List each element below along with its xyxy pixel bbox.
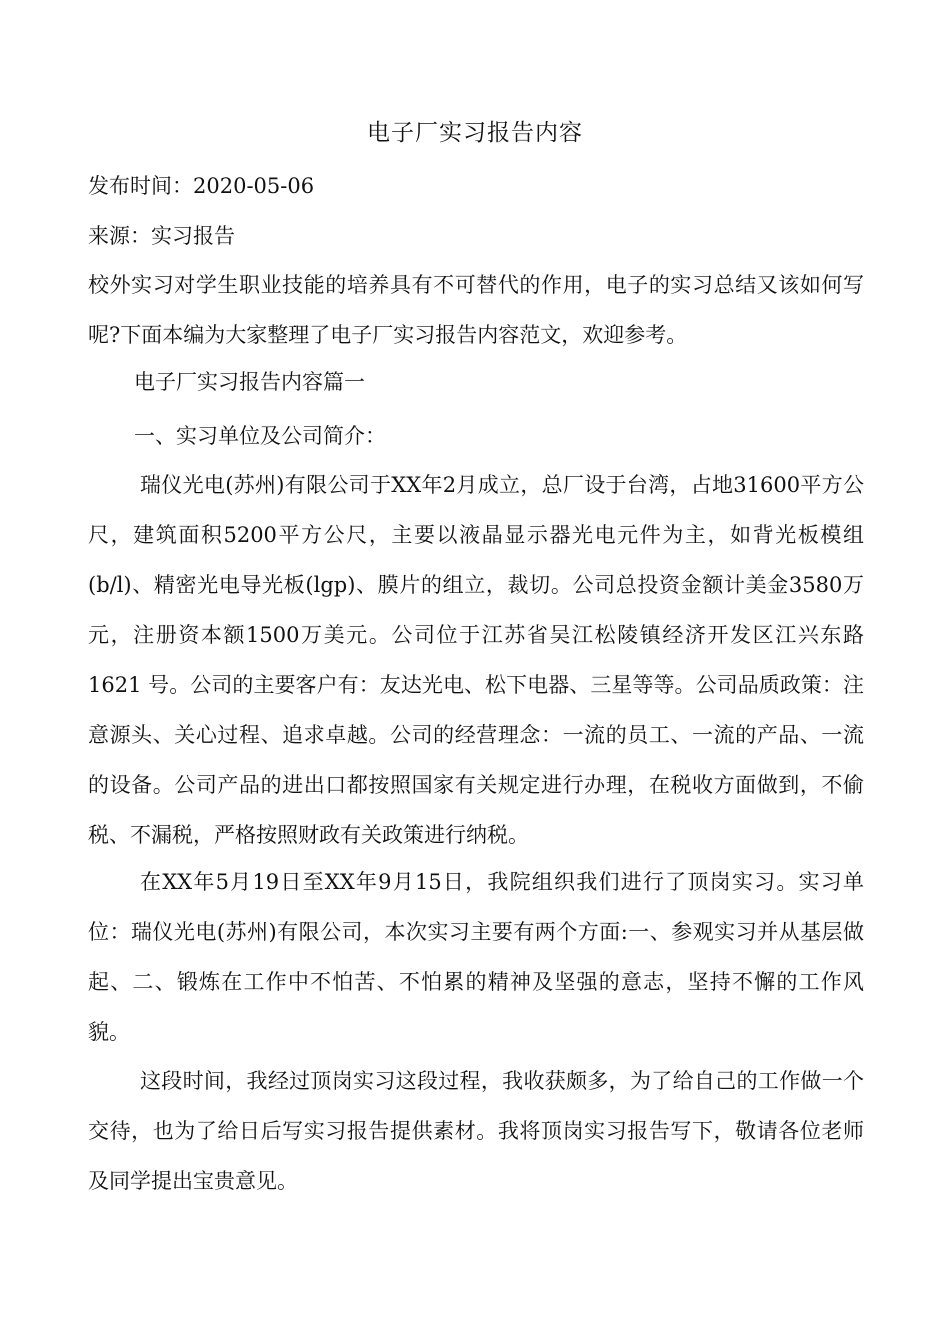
internship-paragraph: 在XX年5月19日至XX年9月15日，我院组织我们进行了顶岗实习。实习单位：瑞仪光电(苏州)有限公司，本次实习主要有两个方面:一、参观实习并从基层做起、二、锻炼在工作中不怕苦、不怕累的精神及坚强的意志，坚持不懈的工作风貌。 (88, 870, 864, 1044)
document-title: 电子厂实习报告内容 (367, 120, 583, 146)
section-title: 电子厂实习报告内容篇一 (134, 370, 365, 394)
reflection-paragraph: 这段时间，我经过顶岗实习这段过程，我收获颇多，为了给自己的工作做一个交待，也为了给日后写实习报告提供素材。我将顶岗实习报告写下，敬请各位老师及同学提出宝贵意见。 (88, 1069, 864, 1193)
subsection-title: 一、实习单位及公司简介： (134, 424, 386, 448)
source-line: 来源：实习报告 (88, 224, 235, 248)
intro-paragraph: 校外实习对学生职业技能的培养具有不可替代的作用，电子的实习总结又该如何写呢?下面本编为大家整理了电子厂实习报告内容范文，欢迎参考。 (88, 273, 864, 347)
company-paragraph: 瑞仪光电(苏州)有限公司于XX年2月成立，总厂设于台湾，占地31600平方公尺，建筑面积5200平方公尺，主要以液晶显示器光电元件为主，如背光板模组(b/l)、精密光电导光板(lgp)、膜片的组立，裁切。公司总投资金额计美金3580万元，注册资本额1500万美元。公司位于江苏省吴江松陵镇经济开发区江兴东路 1621 号。公司的主要客户有：友达光电、松下电器、三星等等。公司品质政策：注意源头、关心过程、追求卓越。公司的经营理念：一流的员工、一流的产品、一流的设备。公司产品的进出口都按照国家有关规定进行办理，在税收方面做到，不偷税、不漏税，严格按照财政有关政策进行纳税。 (88, 473, 864, 847)
publish-date: 发布时间：2020-05-06 (88, 174, 315, 198)
